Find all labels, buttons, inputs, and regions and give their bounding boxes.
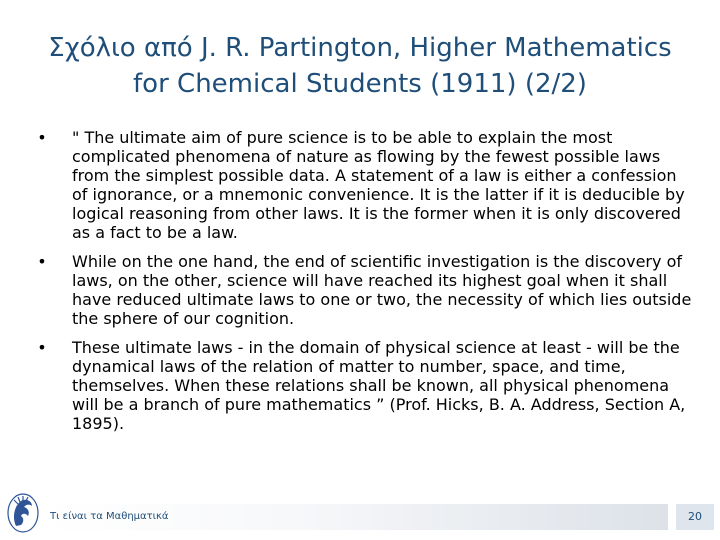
bullet-marker: •	[37, 338, 47, 357]
bullet-marker: •	[37, 128, 47, 147]
university-seal-icon	[6, 492, 40, 534]
page-number: 20	[676, 504, 714, 530]
bullet-marker: •	[37, 252, 47, 271]
bullet-text: These ultimate laws - in the domain of physical science at least - will be the dynamical laws of the relation of matter to number, space, and time, themselves. When these relations shall be known, all physical phenomena will be a branch of pure mathematics ” (Prof. Hicks, B. A. Address, Section A, 1895).	[72, 338, 686, 433]
bullet-item	[32, 338, 692, 433]
bullet-text: " The ultimate aim of pure science is to be able to explain the most complicated phenomena of nature as flowing by the fewest possible laws from the simplest possible data. A statement of a law is either a confession of ignorance, or a mnemonic convenience. It is the latter if it is deducible by logical reasoning from other laws. It is the former when it is only discovered as a fact to be a law.	[72, 128, 685, 242]
bullet-item	[32, 128, 692, 242]
slide-title: Σχόλιο από J. R. Partington, Higher Mathematics for Chemical Students (1911) (2/2)	[48, 33, 672, 99]
bullet-item	[32, 252, 692, 328]
footer-title: Τι είναι τα Μαθηματικά	[50, 511, 169, 522]
bullet-list	[32, 128, 692, 443]
bullet-text: While on the one hand, the end of scientific investigation is the discovery of laws, on the other, science will have reached its highest goal when it shall have reduced ultimate laws to one or two, the necessity of which lies outside the sphere of our cognition.	[72, 252, 692, 328]
